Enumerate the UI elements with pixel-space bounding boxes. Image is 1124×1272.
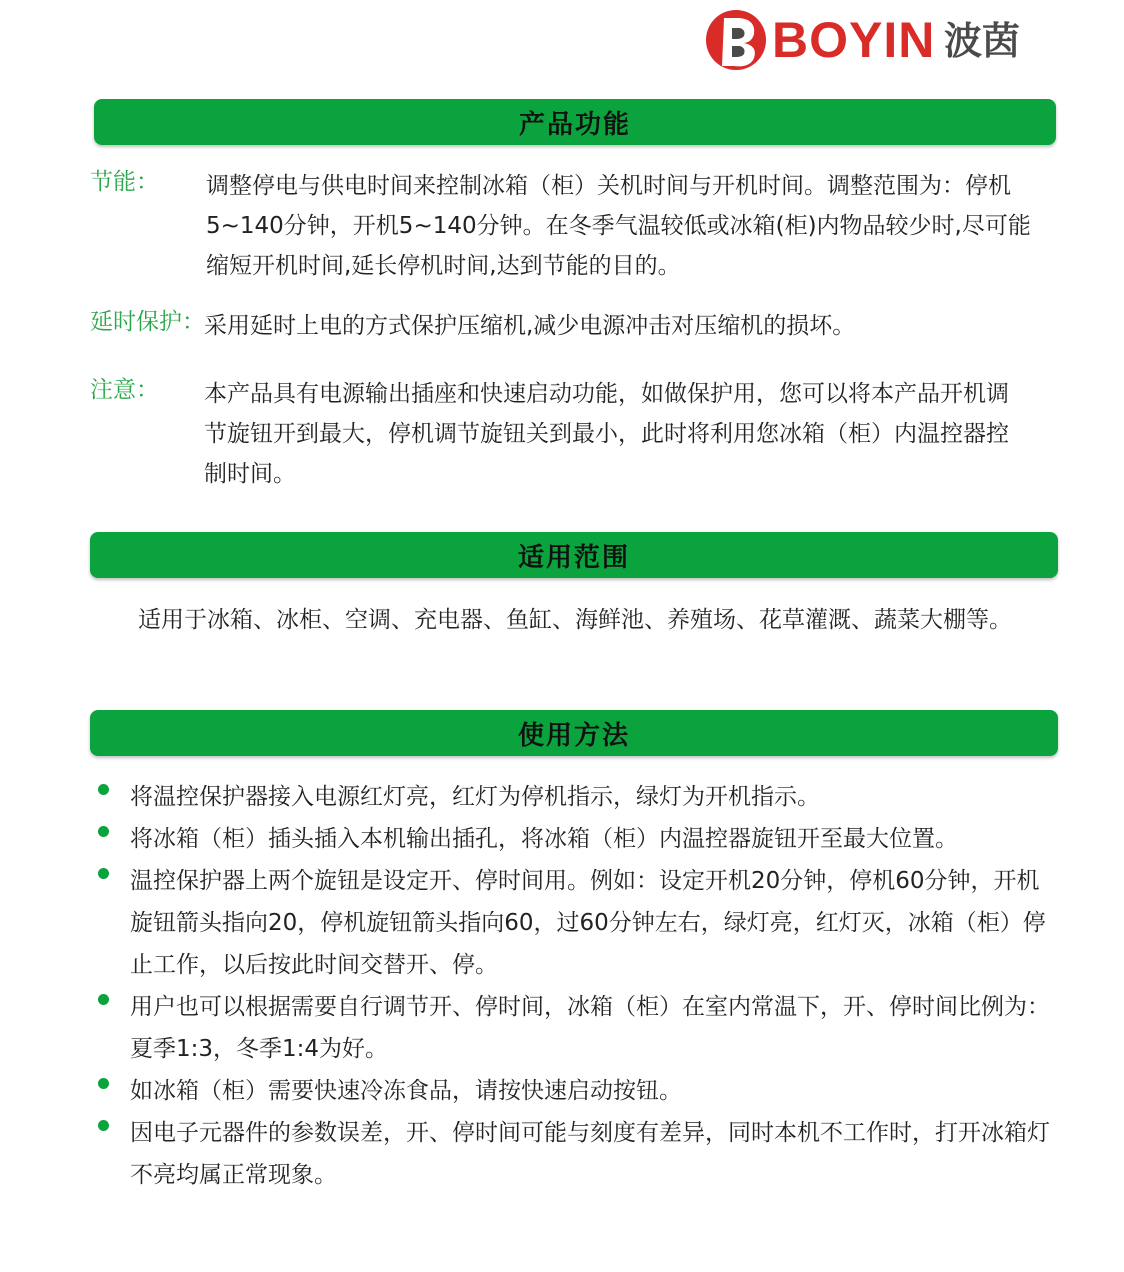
section-header-usage: 使用方法 xyxy=(90,710,1058,756)
bullet-dot-icon xyxy=(98,868,109,879)
bullet-dot-icon xyxy=(98,784,109,795)
bullet-dot-icon xyxy=(98,826,109,837)
feature-text-delay: 采用延时上电的方式保护压缩机,减少电源冲击对压缩机的损坏。 xyxy=(204,313,856,339)
section-header-scope: 适用范围 xyxy=(90,532,1058,578)
boyin-logo-icon xyxy=(704,8,768,72)
section-header-features: 产品功能 xyxy=(94,99,1056,145)
feature-label-delay: 延时保护： xyxy=(90,309,205,335)
bullet-dot-icon xyxy=(98,1120,109,1131)
bullet-dot-icon xyxy=(98,994,109,1005)
feature-label-note: 注意： xyxy=(90,377,159,403)
feature-text-energy: 调整停电与供电时间来控制冰箱（柜）关机时间与开机时间。调整范围为：停机5~140分钟，开机5~140分钟。在冬季气温较低或冰箱(柜)内物品较少时,尽可能缩短开机时间,延长停机时间,达到节能的目的。 xyxy=(206,173,1031,279)
brand-name-cn: 波茵 xyxy=(944,19,1021,63)
list-item: 因电子元器件的参数误差，开、停时间可能与刻度有差异，同时本机不工作时，打开冰箱灯不亮均属正常现象。 xyxy=(96,1112,1056,1196)
list-item: 将温控保护器接入电源红灯亮，红灯为停机指示，绿灯为开机指示。 xyxy=(96,776,1056,818)
bullet-dot-icon xyxy=(98,1078,109,1089)
brand-name: BOYIN xyxy=(772,12,936,68)
list-item: 将冰箱（柜）插头插入本机输出插孔，将冰箱（柜）内温控器旋钮开至最大位置。 xyxy=(96,818,1056,860)
list-item: 用户也可以根据需要自行调节开、停时间，冰箱（柜）在室内常温下，开、停时间比例为：夏季1:3，冬季1:4为好。 xyxy=(96,986,1056,1070)
list-item: 如冰箱（柜）需要快速冷冻食品，请按快速启动按钮。 xyxy=(96,1070,1056,1112)
usage-list xyxy=(96,776,1056,1196)
feature-text-note: 本产品具有电源输出插座和快速启动功能，如做保护用，您可以将本产品开机调节旋钮开到最大，停机调节旋钮关到最小，此时将利用您冰箱（柜）内温控器控制时间。 xyxy=(204,381,1009,487)
feature-label-energy: 节能： xyxy=(90,169,159,195)
scope-text: 适用于冰箱、冰柜、空调、充电器、鱼缸、海鲜池、养殖场、花草灌溉、蔬菜大棚等。 xyxy=(138,607,1012,633)
brand-logo xyxy=(704,8,1044,72)
list-item: 温控保护器上两个旋钮是设定开、停时间用。例如：设定开机20分钟，停机60分钟，开机旋钮箭头指向20，停机旋钮箭头指向60，过60分钟左右，绿灯亮，红灯灭，冰箱（柜）停止工作，以后按此时间交替开、停。 xyxy=(96,860,1056,986)
